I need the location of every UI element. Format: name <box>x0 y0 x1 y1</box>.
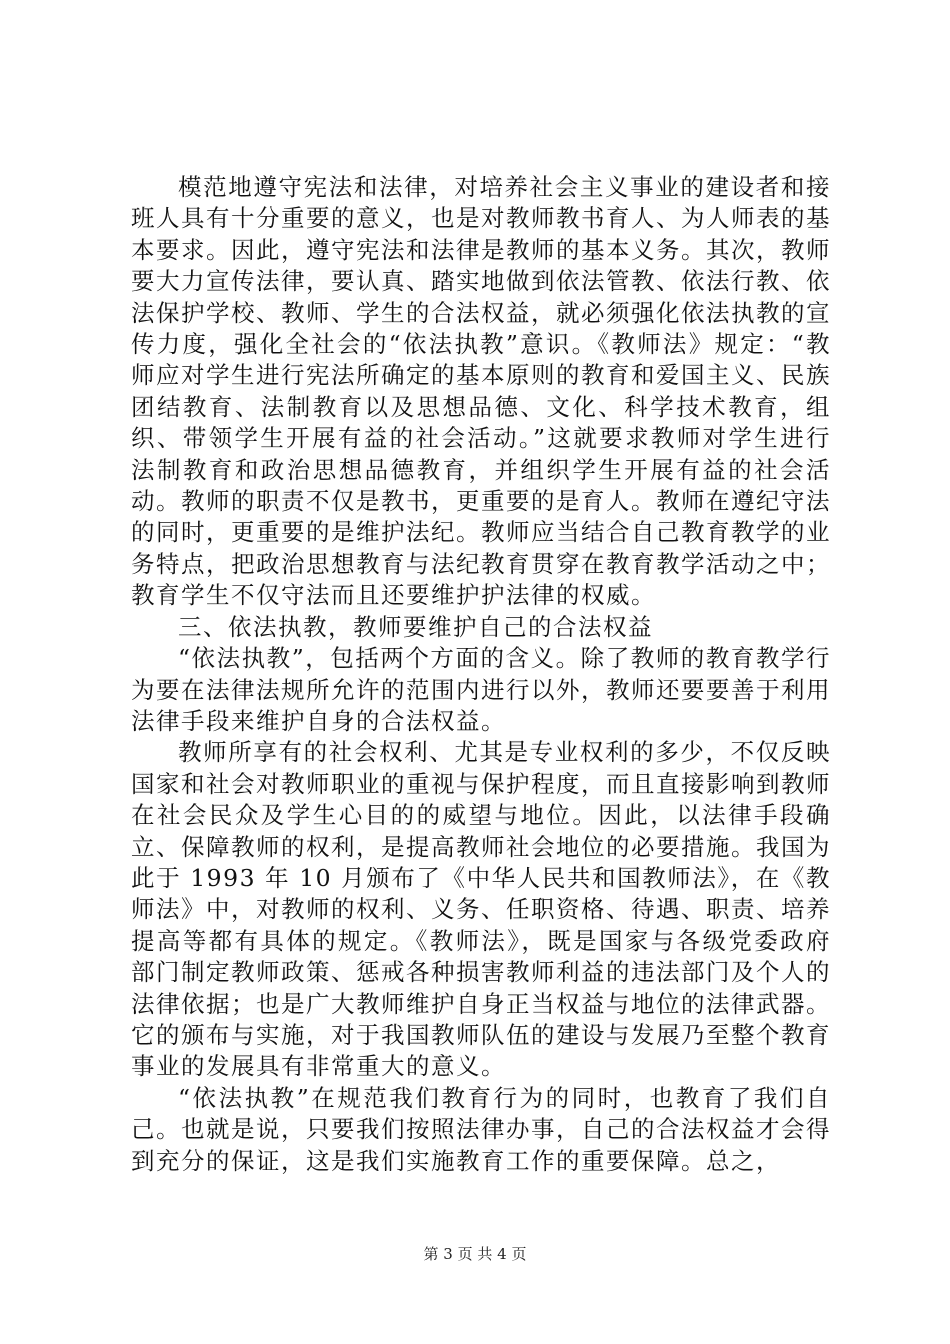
paragraph-3: 教师所享有的社会权利、尤其是专业权利的多少，不仅反映国家和社会对教师职业的重视与保护程度，而且直接影响到教师在社会民众及学生心目的的威望与地位。因此，以法律手段确立、保障教师的权利，是提高教师社会地位的必要措施。我国为此于 1993 年 10 月颁布了《中华人民共和国教师法》，在《教师法》中，对教师的权利、义务、任职资格、待遇、职责、培养提高等都有具体的规定。《教师法》，既是国家与各级党委政府部门制定教师政策、惩戒各种损害教师利益的违法部门及个人的法律依据；也是广大教师维护自身正当权益与地位的法律武器。它的颁布与实施，对于我国教师队伍的建设与发展乃至整个教育事业的发展具有非常重大的意义。 <box>131 738 831 1081</box>
paragraph-4: “依法执教”在规范我们教育行为的同时，也教育了我们自己。也就是说，只要我们按照法律办事，自己的合法权益才会得到充分的保证，这是我们实施教育工作的重要保障。总之， <box>131 1083 831 1175</box>
page-number-footer: 第 3 页 共 4 页 <box>423 1245 527 1263</box>
document-body <box>131 172 831 1177</box>
paragraph-1: 模范地遵守宪法和法律，对培养社会主义事业的建设者和接班人具有十分重要的意义，也是对教师教书育人、为人师表的基本要求。因此，遵守宪法和法律是教师的基本义务。其次，教师要大力宣传法律，要认真、踏实地做到依法管教、依法行教、依法保护学校、教师、学生的合法权益，就必须强化依法执教的宣传力度，强化全社会的“依法执教”意识。《教师法》规定：“教师应对学生进行宪法所确定的基本原则的教育和爱国主义、民族团结教育、法制教育以及思想品德、文化、科学技术教育，组织、带领学生开展有益的社会活动。”这就要求教师对学生进行法制教育和政治思想品德教育，并组织学生开展有益的社会活动。教师的职责不仅是教书，更重要的是育人。教师在遵纪守法的同时，更重要的是维护法纪。教师应当结合自己教育教学的业务特点，把政治思想教育与法纪教育贯穿在教育教学活动之中；教育学生不仅守法而且还要维护护法律的权威。 <box>131 173 831 610</box>
section-heading: 三、依法执教，教师要维护自己的合法权益 <box>178 612 653 641</box>
paragraph-2: “依法执教”，包括两个方面的含义。除了教师的教育教学行为要在法律法规所允许的范围内进行以外，教师还要要善于利用法律手段来维护自身的合法权益。 <box>131 644 831 735</box>
